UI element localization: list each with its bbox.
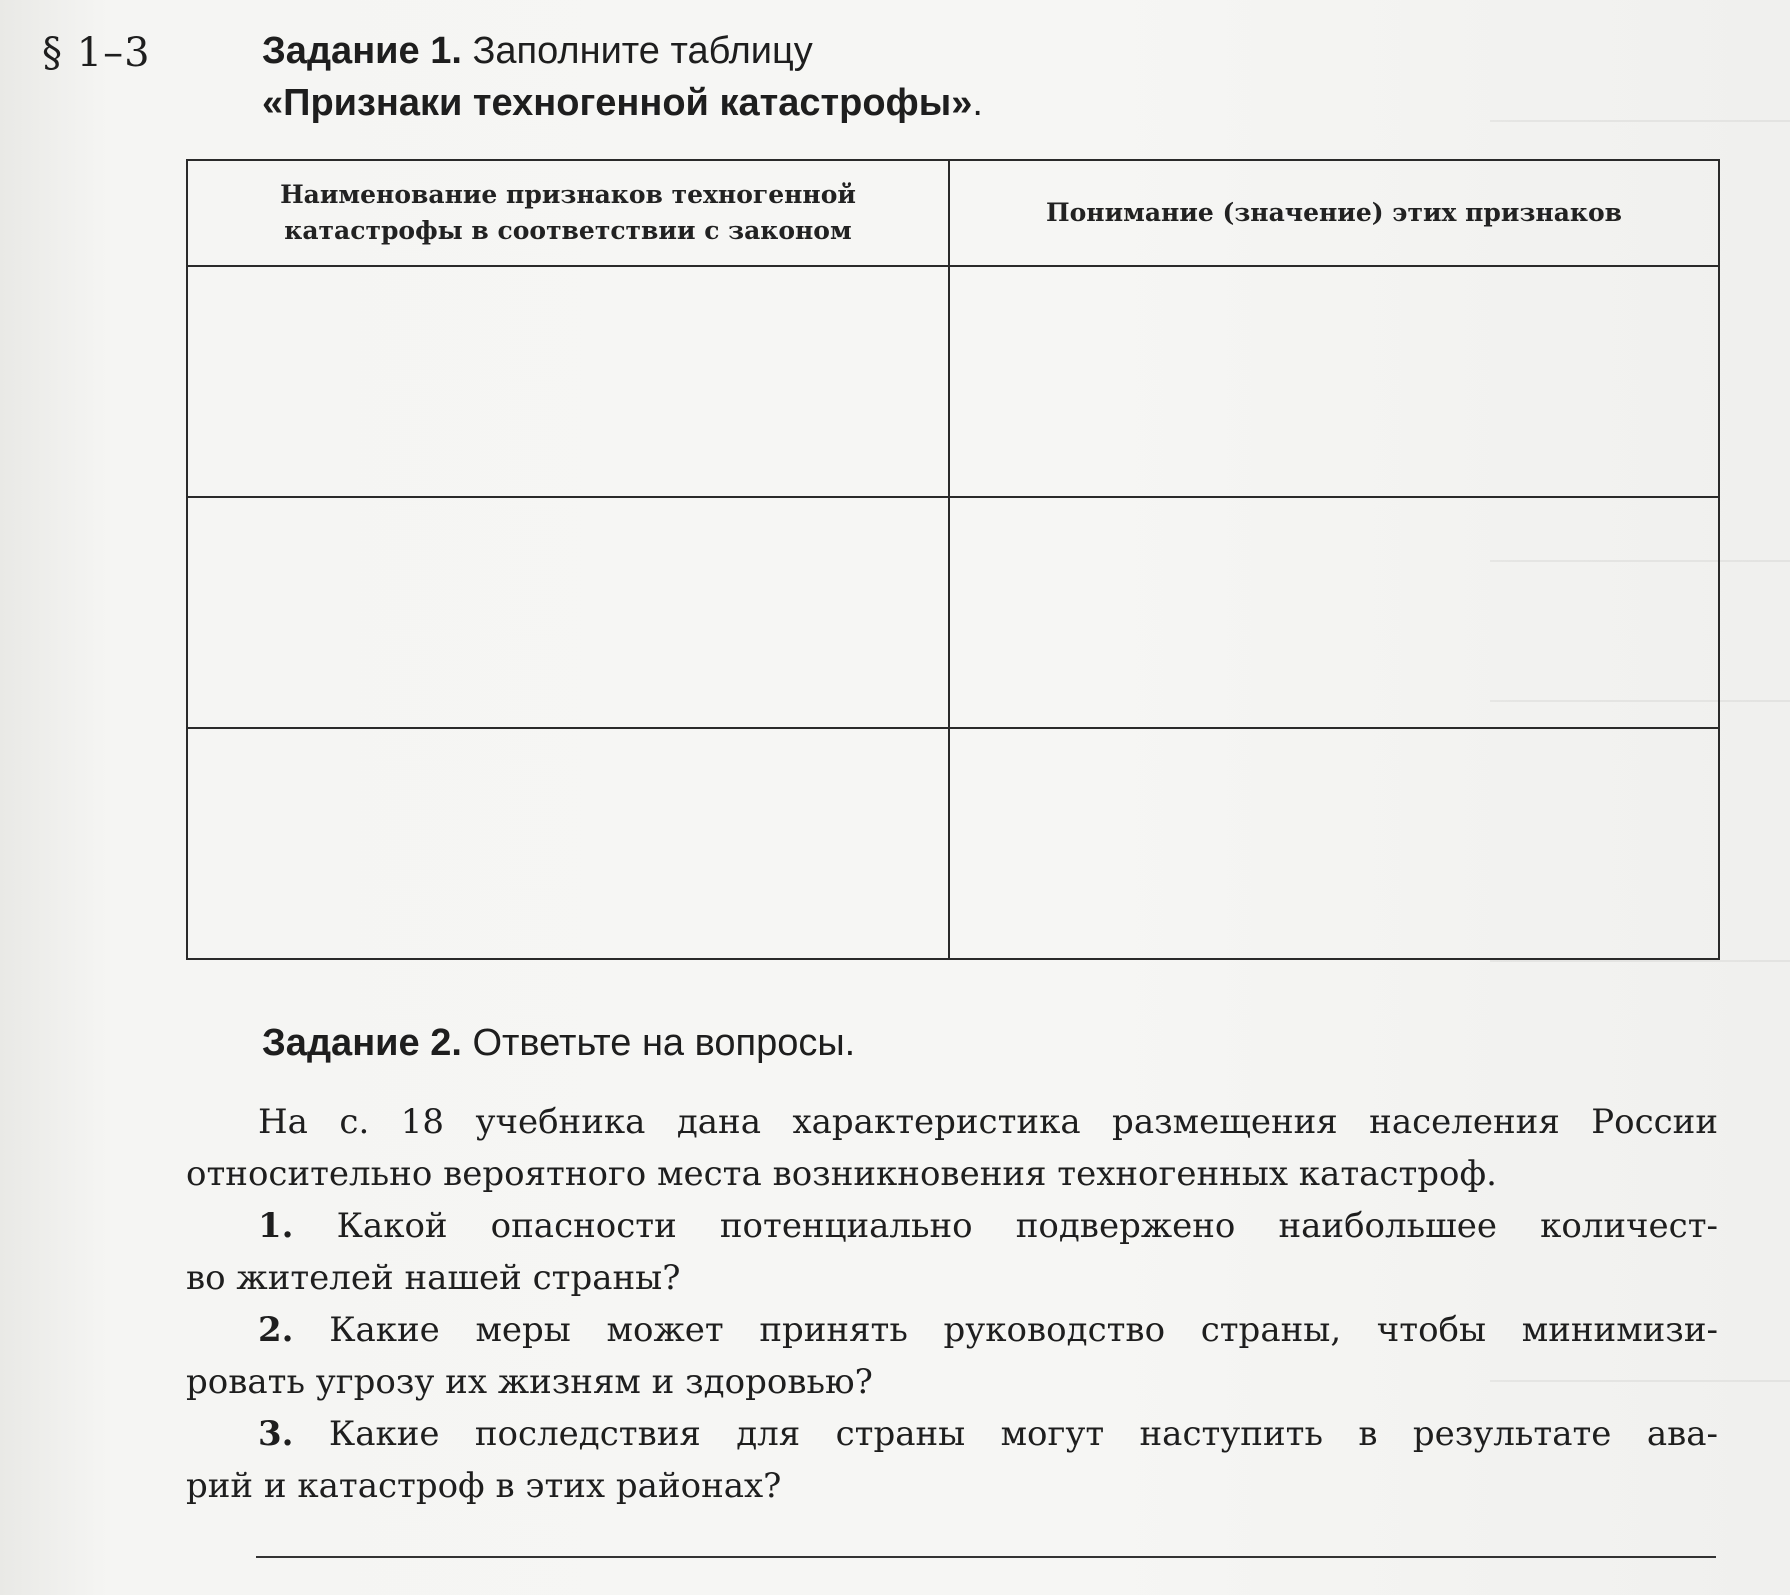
table-row — [187, 266, 1719, 497]
task2-label: Задание 2. — [262, 1022, 462, 1064]
task1-instruction: Заполните таблицу — [472, 30, 813, 72]
question-3-line — [186, 1408, 1718, 1460]
table-cell-sign[interactable] — [187, 728, 949, 959]
question-number: 3. — [258, 1414, 294, 1454]
section-number: § 1–3 — [42, 30, 151, 76]
table-cell-meaning[interactable] — [949, 497, 1719, 728]
question-text: Какой опасности потенциально подвержено наибольшее количест- — [336, 1206, 1718, 1246]
question-1-line — [186, 1200, 1718, 1252]
question-2-line: ровать угрозу их жизням и здоровью? — [186, 1362, 873, 1402]
table-header-meaning: Понимание (значение) этих признаков — [949, 160, 1719, 266]
task2-body — [186, 1096, 1718, 1512]
task2-instruction: Ответьте на вопросы. — [472, 1022, 856, 1064]
question-3-line: рий и катастроф в этих районах? — [186, 1466, 782, 1506]
question-2-line — [186, 1304, 1718, 1356]
intro-line: На с. 18 учебника дана характеристика размещения населения России — [258, 1102, 1718, 1142]
table-header-name: Наименование признаков техногенной катастрофы в соответствии с законом — [187, 160, 949, 266]
table-cell-sign[interactable] — [187, 497, 949, 728]
table-cell-meaning[interactable] — [949, 266, 1719, 497]
table-row — [187, 728, 1719, 959]
question-1-line: во жителей нашей страны? — [186, 1258, 681, 1298]
bleed-through-line — [1490, 120, 1790, 122]
task1-table-title-line — [262, 82, 983, 125]
table-cell-meaning[interactable] — [949, 728, 1719, 959]
question-text: Какие последствия для страны могут наступить в результате ава- — [328, 1414, 1718, 1454]
question-number: 2. — [258, 1310, 294, 1350]
task1-title-period: . — [972, 82, 983, 124]
task1-label: Задание 1. — [262, 30, 462, 72]
task1-table-title: «Признаки техногенной катастрофы» — [262, 82, 973, 124]
table-header-row — [187, 160, 1719, 266]
question-number: 1. — [258, 1206, 294, 1246]
intro-line: относительно вероятного места возникновения техногенных катастроф. — [186, 1154, 1497, 1194]
signs-table — [186, 159, 1720, 960]
bleed-through-line — [1490, 960, 1790, 962]
answer-line[interactable] — [256, 1556, 1716, 1558]
table-cell-sign[interactable] — [187, 266, 949, 497]
task1-heading — [262, 30, 813, 73]
table-row — [187, 497, 1719, 728]
task2-heading — [262, 1022, 855, 1065]
question-text: Какие меры может принять руководство страны, чтобы минимизи- — [329, 1310, 1718, 1350]
